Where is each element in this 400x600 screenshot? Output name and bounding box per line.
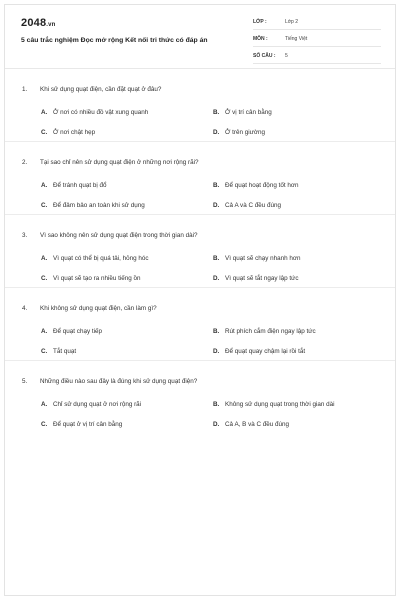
option-text: Ở nơi có nhiều đồ vật xung quanh <box>53 109 149 116</box>
question-item <box>5 288 395 361</box>
option-letter: B. <box>213 401 220 408</box>
option-text: Vì quạt có thể bị quá tải, hỏng hóc <box>53 255 149 262</box>
option-c[interactable] <box>41 421 122 428</box>
option-a[interactable] <box>41 328 102 335</box>
question-text <box>22 378 197 385</box>
option-text: Để quạt ở vị trí cân bằng <box>53 421 123 428</box>
option-b[interactable] <box>213 109 272 116</box>
option-letter: A. <box>41 255 48 262</box>
option-a[interactable] <box>41 401 141 408</box>
meta-label: MÔN : <box>253 36 268 42</box>
option-text: Chỉ sử dụng quạt ở nơi rộng rãi <box>53 401 142 408</box>
option-d[interactable] <box>213 275 299 282</box>
option-letter: D. <box>213 275 220 282</box>
meta-label: SỐ CÂU : <box>253 53 276 59</box>
option-letter: A. <box>41 182 48 189</box>
option-text: Cả A và C đều đúng <box>225 202 282 209</box>
meta-label: LỚP : <box>253 19 267 25</box>
logo-text: 2048 <box>21 17 47 29</box>
option-c[interactable] <box>41 348 76 355</box>
option-text: Vì quạt sẽ chạy nhanh hơn <box>225 255 301 262</box>
option-d[interactable] <box>213 348 305 355</box>
option-text: Tắt quạt <box>53 348 77 355</box>
question-text <box>22 232 197 239</box>
option-text: Cả A, B và C đều đúng <box>225 421 290 428</box>
option-a[interactable] <box>41 182 107 189</box>
document-meta <box>253 16 381 67</box>
option-text: Để đảm bảo an toàn khi sử dụng <box>53 202 145 209</box>
option-b[interactable] <box>213 182 298 189</box>
option-d[interactable] <box>213 129 265 136</box>
option-letter: B. <box>213 182 220 189</box>
option-text: Vì quạt sẽ tắt ngay lập tức <box>225 275 299 282</box>
option-c[interactable] <box>41 275 141 282</box>
option-letter: C. <box>41 202 48 209</box>
meta-row-class <box>253 16 381 30</box>
option-text: Để quạt hoạt động tốt hơn <box>225 182 299 189</box>
option-text: Để quạt chạy tiếp <box>53 328 103 335</box>
option-text: Ở vị trí cân bằng <box>225 109 272 116</box>
option-text: Vì quạt sẽ tạo ra nhiều tiếng ồn <box>53 275 141 282</box>
document-title: 5 câu trắc nghiệm Đọc mở rộng Kết nối tri thức có đáp án <box>21 37 208 44</box>
document-page <box>4 4 396 596</box>
question-prompt: Khi sử dụng quạt điện, cần đặt quạt ở đâu? <box>40 86 162 93</box>
question-prompt: Tại sao chỉ nên sử dụng quạt điện ở những nơi rộng rãi? <box>40 159 199 166</box>
option-text: Không sử dụng quạt trong thời gian dài <box>225 401 335 408</box>
option-letter: D. <box>213 202 220 209</box>
option-letter: C. <box>41 129 48 136</box>
option-a[interactable] <box>41 109 148 116</box>
option-text: Để quạt quay chậm lại rồi tắt <box>225 348 306 355</box>
document-header <box>5 5 395 69</box>
option-d[interactable] <box>213 202 281 209</box>
meta-value: 5 <box>285 53 288 59</box>
question-number: 1. <box>22 86 28 93</box>
option-b[interactable] <box>213 328 316 335</box>
option-letter: A. <box>41 109 48 116</box>
option-letter: D. <box>213 129 220 136</box>
logo-tld: .vn <box>46 22 56 28</box>
option-letter: D. <box>213 421 220 428</box>
option-text: Để tránh quạt bị đổ <box>53 182 107 189</box>
option-d[interactable] <box>213 421 289 428</box>
option-text: Rút phích cắm điện ngay lập tức <box>225 328 316 335</box>
option-letter: D. <box>213 348 220 355</box>
question-number: 2. <box>22 159 28 166</box>
option-letter: C. <box>41 421 48 428</box>
meta-row-subject <box>253 33 381 47</box>
question-number: 5. <box>22 378 28 385</box>
site-logo[interactable] <box>21 17 56 29</box>
question-item <box>5 361 395 434</box>
question-number: 3. <box>22 232 28 239</box>
question-text <box>22 305 157 312</box>
meta-value: Tiếng Việt <box>285 36 308 42</box>
question-item <box>5 142 395 215</box>
question-item <box>5 215 395 288</box>
option-c[interactable] <box>41 129 95 136</box>
option-letter: B. <box>213 255 220 262</box>
option-c[interactable] <box>41 202 145 209</box>
option-letter: C. <box>41 348 48 355</box>
option-letter: B. <box>213 328 220 335</box>
meta-value: Lớp 2 <box>285 19 299 25</box>
meta-row-count <box>253 50 381 64</box>
question-text <box>22 86 161 93</box>
question-list <box>5 69 395 434</box>
option-b[interactable] <box>213 401 335 408</box>
option-letter: C. <box>41 275 48 282</box>
option-letter: B. <box>213 109 220 116</box>
option-a[interactable] <box>41 255 149 262</box>
option-letter: A. <box>41 401 48 408</box>
question-number: 4. <box>22 305 28 312</box>
option-letter: A. <box>41 328 48 335</box>
question-text <box>22 159 198 166</box>
option-b[interactable] <box>213 255 301 262</box>
option-text: Ở trên giường <box>225 129 265 136</box>
question-item <box>5 69 395 142</box>
question-prompt: Những điều nào sau đây là đúng khi sử dụng quạt điện? <box>40 378 198 385</box>
option-text: Ở nơi chật hẹp <box>53 129 96 136</box>
question-prompt: Khi không sử dụng quạt điện, cần làm gì? <box>40 305 157 312</box>
question-prompt: Vì sao không nên sử dụng quạt điện trong thời gian dài? <box>40 232 198 239</box>
